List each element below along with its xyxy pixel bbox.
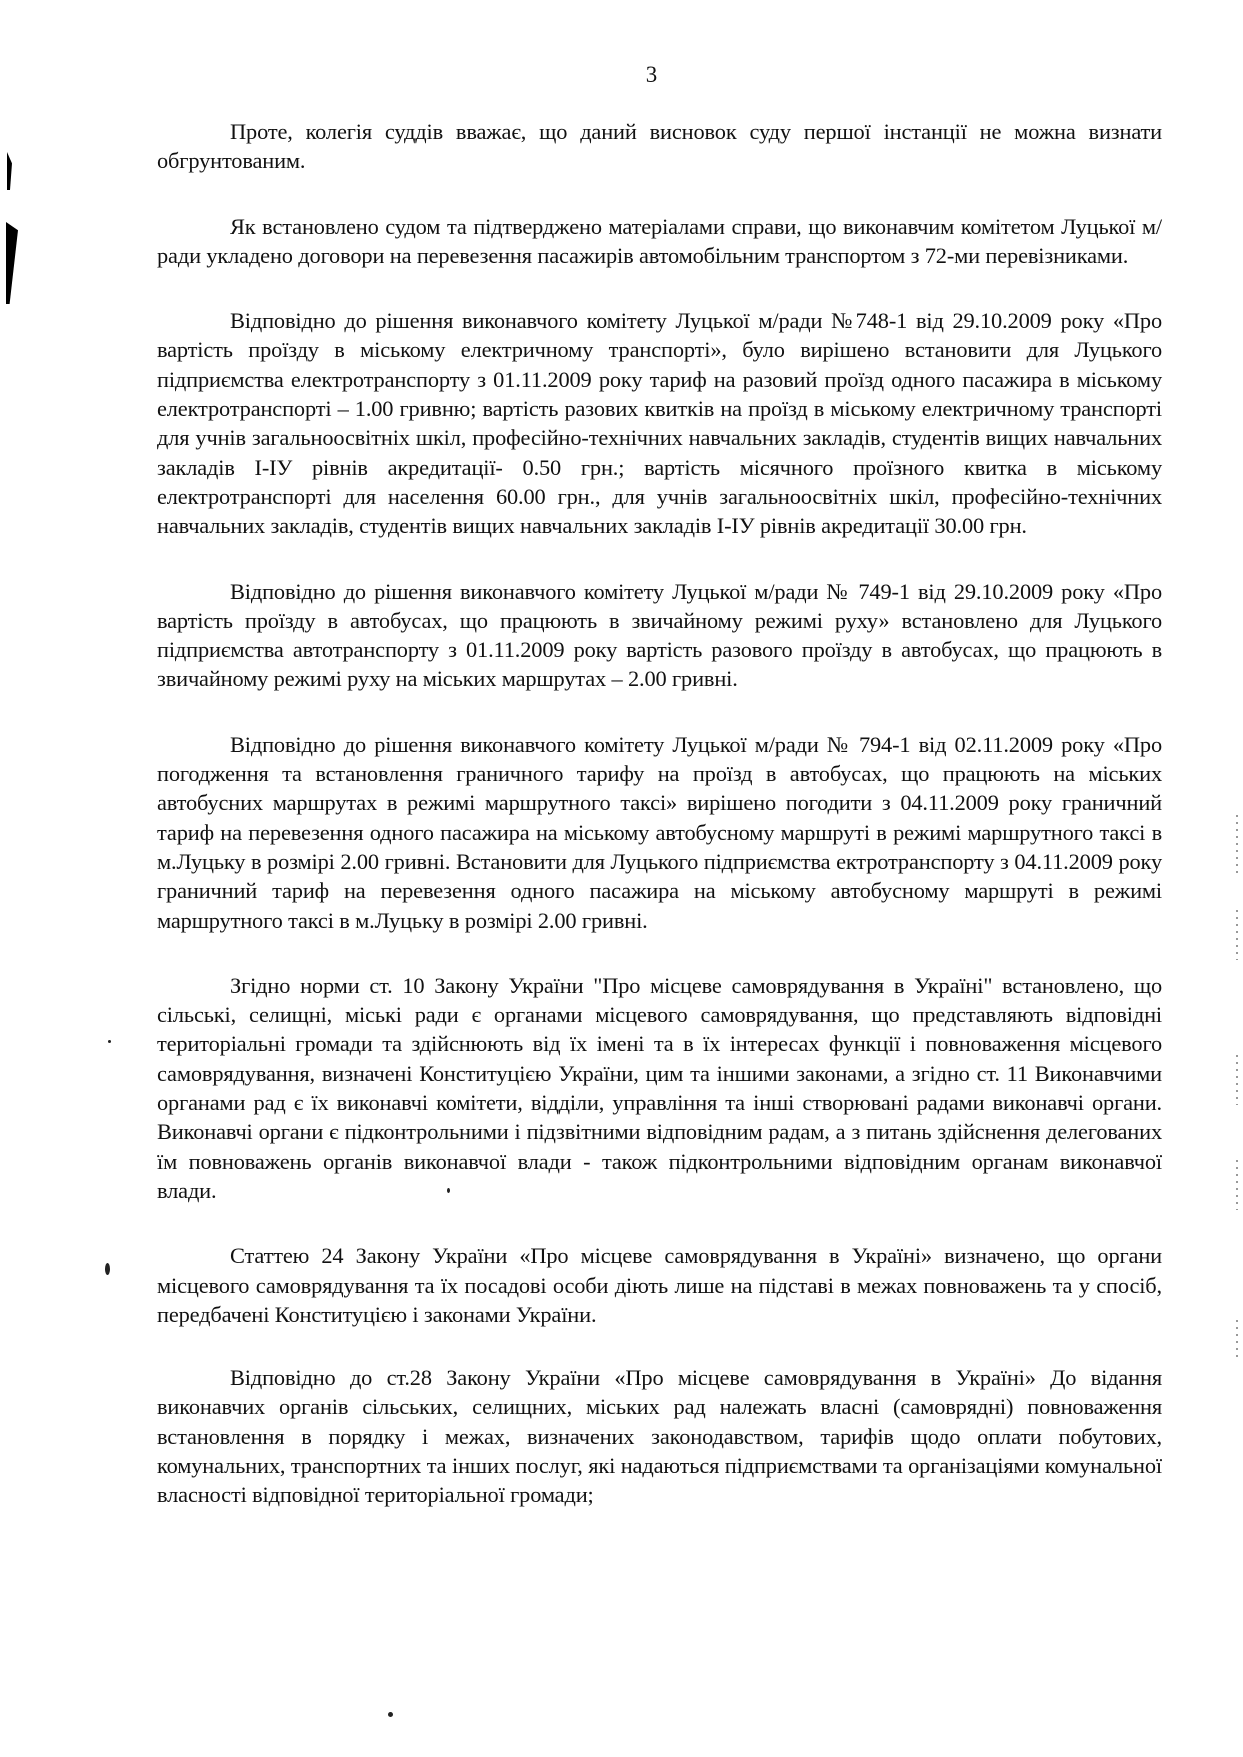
scan-artifact-dot — [108, 1040, 111, 1043]
scan-artifact-dot — [105, 1263, 110, 1275]
paragraph: Відповідно до рішення виконавчого комітету Луцької м/ради № 794-1 від 02.11.2009 року «Про погодження та встановлення граничного тарифу на проїзд в автобусах, що працюють на міських автобусних маршрутах в режимі маршрутного таксі» вирішено погодити з 04.11.2009 року граничний тариф на перевезення одного пасажира на міському автобусному маршруті в режимі маршрутного таксі в м.Луцьку в розмірі 2.00 гривні. Встановити для Луцького підприємства ектротранспорту з 04.11.2009 року граничний тариф на перевезення одного пасажира на міському автобусному маршруті в режимі маршрутного таксі в м.Луцьку в розмірі 2.00 гривні. — [157, 731, 1162, 933]
scan-artifact-mark — [6, 222, 18, 304]
paragraph: Відповідно до ст.28 Закону України «Про місцеве самоврядування в Україні» До відання виконавчих органів сільських, селищних, міських рад належать власні (самоврядні) повноваження встановлення в порядку і межах, визначених законодавством, тарифів щодо оплати побутових, комунальних, транспортних та інших послуг, які надаються підприємствами та організаціями комунальної власності відповідної територіальної громади; — [157, 1365, 1162, 1508]
scan-artifact-specks — [1236, 1160, 1238, 1210]
document-body — [157, 117, 1162, 1510]
scan-artifact-mark — [7, 152, 12, 190]
scan-artifact-specks — [1236, 815, 1238, 875]
paragraph: Проте, колегія суддів вважає, що даний висновок суду першої інстанції не можна визнати обгрунтованим. — [157, 119, 1162, 174]
scan-artifact-specks — [1236, 910, 1238, 960]
paragraph: Згідно норми ст. 10 Закону України "Про місцеве самоврядування в Україні" встановлено, що сільські, селищні, міські ради є органами місцевого самоврядування, що представляють відповідні територіальні громади та здійснюють від їх імені та в їх інтересах функції і повноваження місцевого самоврядування, визначені Конституцією України, цим та іншими законами, а згідно ст. 11 Виконавчими органами рад є їх виконавчі комітети, відділи, управління та інші створювані радами виконавчі органи. Виконавчі органи є підконтрольними і підзвітними відповідним радам, а з питань здійснення делегованих їм повноважень органів виконавчої влади - також підконтрольними відповідним органам виконавчої влади. — [157, 972, 1162, 1203]
paragraph: Відповідно до рішення виконавчого комітету Луцької м/ради №748-1 від 29.10.2009 року «Про вартість проїзду в міському електричному транспорті», було вирішено встановити для Луцького підприємства електротранспорту з 01.11.2009 року тариф на разовий проїзд одного пасажира в міському електротранспорті – 1.00 гривню; вартість разових квитків на проїзд в міському електричному транспорті для учнів загальноосвітніх шкіл, професійно-технічних навчальних закладів, студентів вищих навчальних закладів І-ІУ рівнів акредитації- 0.50 грн.; вартість місячного проїзного квитка в міському електротранспорті для населення 60.00 грн., для учнів загальноосвітніх шкіл, професійно-технічних навчальних закладів, студентів вищих навчальних закладів І-ІУ рівнів акредитації 30.00 грн. — [157, 308, 1162, 539]
paragraph: Відповідно до рішення виконавчого комітету Луцької м/ради № 749-1 від 29.10.2009 року «Про вартість проїзду в автобусах, що працюють в звичайному режимі руху» встановлено для Луцького підприємства автотранспорту з 01.11.2009 року вартість разового проїзду в автобусах, що працюють в звичайному режимі руху на міських маршрутах – 2.00 гривні. — [157, 578, 1162, 692]
scan-artifact-specks — [1236, 1055, 1238, 1105]
paragraph: Статтею 24 Закону України «Про місцеве самоврядування в Україні» визначено, що органи місцевого самоврядування та їх посадові особи діють лише на підставі в межах повноважень та у спосіб, передбачені Конституцією і законами України. — [157, 1243, 1162, 1327]
page-number: 3 — [645, 62, 658, 87]
scan-artifact-specks — [1236, 1320, 1238, 1360]
paragraph: Як встановлено судом та підтверджено матеріалами справи, що виконавчим комітетом Луцької м/ради укладено договори на перевезення пасажирів автомобільним транспортом з 72-ми перевізниками. — [157, 213, 1162, 268]
scan-artifact-dot — [388, 1712, 393, 1717]
